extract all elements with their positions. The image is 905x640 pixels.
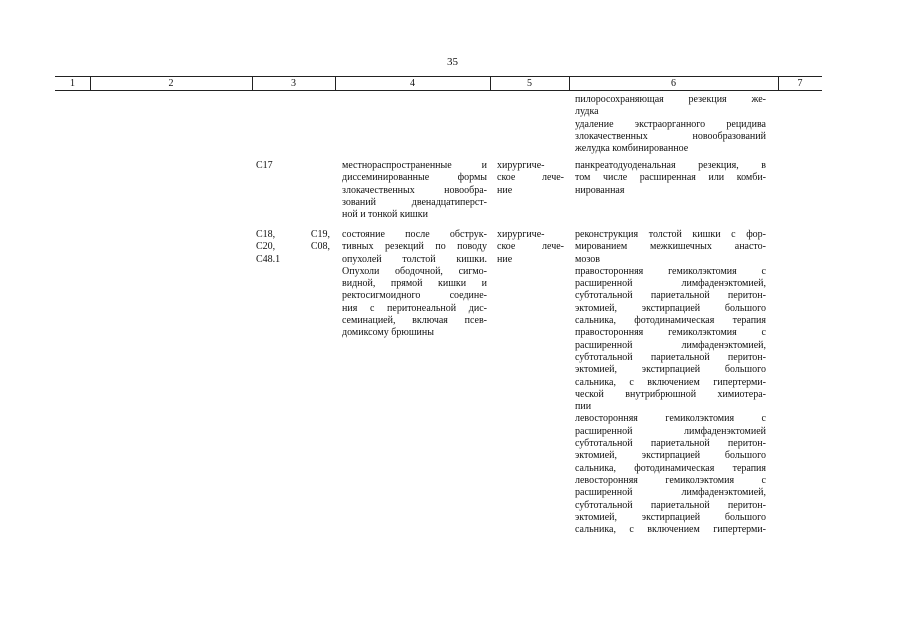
- cell-text-line: ной и тонкой кишки: [342, 209, 428, 221]
- table-cell-column-3-row-3: [256, 229, 330, 266]
- cell-text-line: C48.1: [256, 253, 281, 265]
- column-header-6: 6: [671, 78, 676, 89]
- cell-text-line: хирургиче-: [497, 229, 545, 240]
- cell-text-line: эктомией, экстирпацией большого: [575, 302, 766, 314]
- cell-text-line: ское лече-: [497, 241, 564, 253]
- cell-text-line: семинацией, включая псев-: [342, 315, 487, 327]
- cell-text-line: левосторонняя гемиколэктомия с: [575, 413, 766, 425]
- cell-text-line: опухолей толстой кишки.: [342, 253, 487, 265]
- cell-text-line: правосторонняя гемиколэктомия с: [575, 327, 766, 339]
- cell-text-line: сальника, фотодинамическая терапия: [575, 315, 766, 327]
- cell-text-line: мированием межкишечных анасто-: [575, 241, 766, 253]
- cell-text-line: ние: [497, 253, 513, 265]
- cell-text-line: нированная: [575, 184, 625, 196]
- cell-text-line: ние: [497, 184, 513, 196]
- cell-text-line: видной, прямой кишки и: [342, 278, 487, 290]
- cell-text-line: субтотальной париетальной перитон-: [575, 438, 766, 450]
- column-header-2: 2: [168, 78, 174, 89]
- cell-text-line: желудка комбинированное: [575, 143, 689, 155]
- column-header-7: 7: [797, 78, 803, 89]
- cell-text-line: зований двенадцатиперст-: [342, 196, 487, 208]
- table-cell-column-4-row-3: [342, 229, 487, 340]
- cell-text-line: субтотальной париетальной перитон-: [575, 290, 766, 302]
- table-cell-column-6-row-1: [575, 94, 766, 155]
- cell-text-line: местнораспространенные и: [342, 160, 487, 171]
- cell-text-line: субтотальной париетальной перитон-: [575, 499, 766, 511]
- cell-text-line: мозов: [575, 253, 600, 265]
- page-number: 35: [447, 56, 458, 68]
- table-cell-column-3-row-2: [256, 160, 330, 172]
- cell-text-line: расширенной лимфаденэктомией,: [575, 339, 766, 351]
- table-header-bottom-border: [55, 90, 822, 91]
- cell-text-line: состояние после обструк-: [342, 229, 487, 240]
- cell-text-line: пии: [575, 401, 592, 413]
- column-header-3: 3: [291, 78, 296, 89]
- cell-text-line: C18, C19,: [256, 229, 330, 240]
- cell-text-line: хирургиче-: [497, 160, 545, 171]
- cell-text-line: C17: [256, 160, 273, 171]
- cell-text-line: том числе расширенная или комби-: [575, 172, 766, 184]
- table-cell-column-5-row-2: [497, 160, 564, 197]
- cell-text-line: реконструкция толстой кишки с фор-: [575, 229, 766, 240]
- table-cell-column-6-row-2: [575, 160, 766, 197]
- column-header-1: 1: [70, 78, 75, 89]
- column-header-4: 4: [410, 78, 415, 89]
- table-cell-column-4-row-2: [342, 160, 487, 221]
- cell-text-line: расширенной лимфаденэктомией: [575, 425, 766, 437]
- cell-text-line: удаление экстраорганного рецидива: [575, 118, 766, 130]
- column-header-5: 5: [527, 78, 532, 89]
- cell-text-line: Опухоли ободочной, сигмо-: [342, 265, 487, 277]
- cell-text-line: эктомией, экстирпацией большого: [575, 511, 766, 523]
- table-cell-column-5-row-3: [497, 229, 564, 266]
- cell-text-line: ректосигмоидного соедине-: [342, 290, 487, 302]
- cell-text-line: ния с перитонеальной дис-: [342, 302, 487, 314]
- table-header-row: [55, 77, 822, 90]
- cell-text-line: домиксому брюшины: [342, 327, 434, 339]
- table-cell-column-6-row-3: [575, 229, 766, 536]
- cell-text-line: ческой внутрибрюшной химиотера-: [575, 388, 766, 400]
- cell-text-line: тивных резекций по поводу: [342, 241, 487, 253]
- cell-text-line: эктомией, экстирпацией большого: [575, 364, 766, 376]
- cell-text-line: пилоросохраняющая резекция же-: [575, 94, 766, 105]
- cell-text-line: левосторонняя гемиколэктомия с: [575, 474, 766, 486]
- cell-text-line: злокачественных новообразований: [575, 130, 766, 142]
- cell-text-line: субтотальной париетальной перитон-: [575, 351, 766, 363]
- cell-text-line: сальника, с включением гипертерми-: [575, 376, 766, 388]
- cell-text-line: правосторонняя гемиколэктомия с: [575, 265, 766, 277]
- cell-text-line: ское лече-: [497, 172, 564, 184]
- cell-text-line: диссеминированные формы: [342, 172, 487, 184]
- cell-text-line: сальника, с включением гипертерми-: [575, 524, 766, 536]
- cell-text-line: лудка: [575, 106, 599, 118]
- cell-text-line: расширенной лимфаденэктомией,: [575, 278, 766, 290]
- cell-text-line: сальника, фотодинамическая терапия: [575, 462, 766, 474]
- cell-text-line: расширенной лимфаденэктомией,: [575, 487, 766, 499]
- cell-text-line: C20, C08,: [256, 241, 330, 253]
- cell-text-line: эктомией, экстирпацией большого: [575, 450, 766, 462]
- cell-text-line: панкреатодуоденальная резекция, в: [575, 160, 766, 171]
- cell-text-line: злокачественных новообра-: [342, 184, 487, 196]
